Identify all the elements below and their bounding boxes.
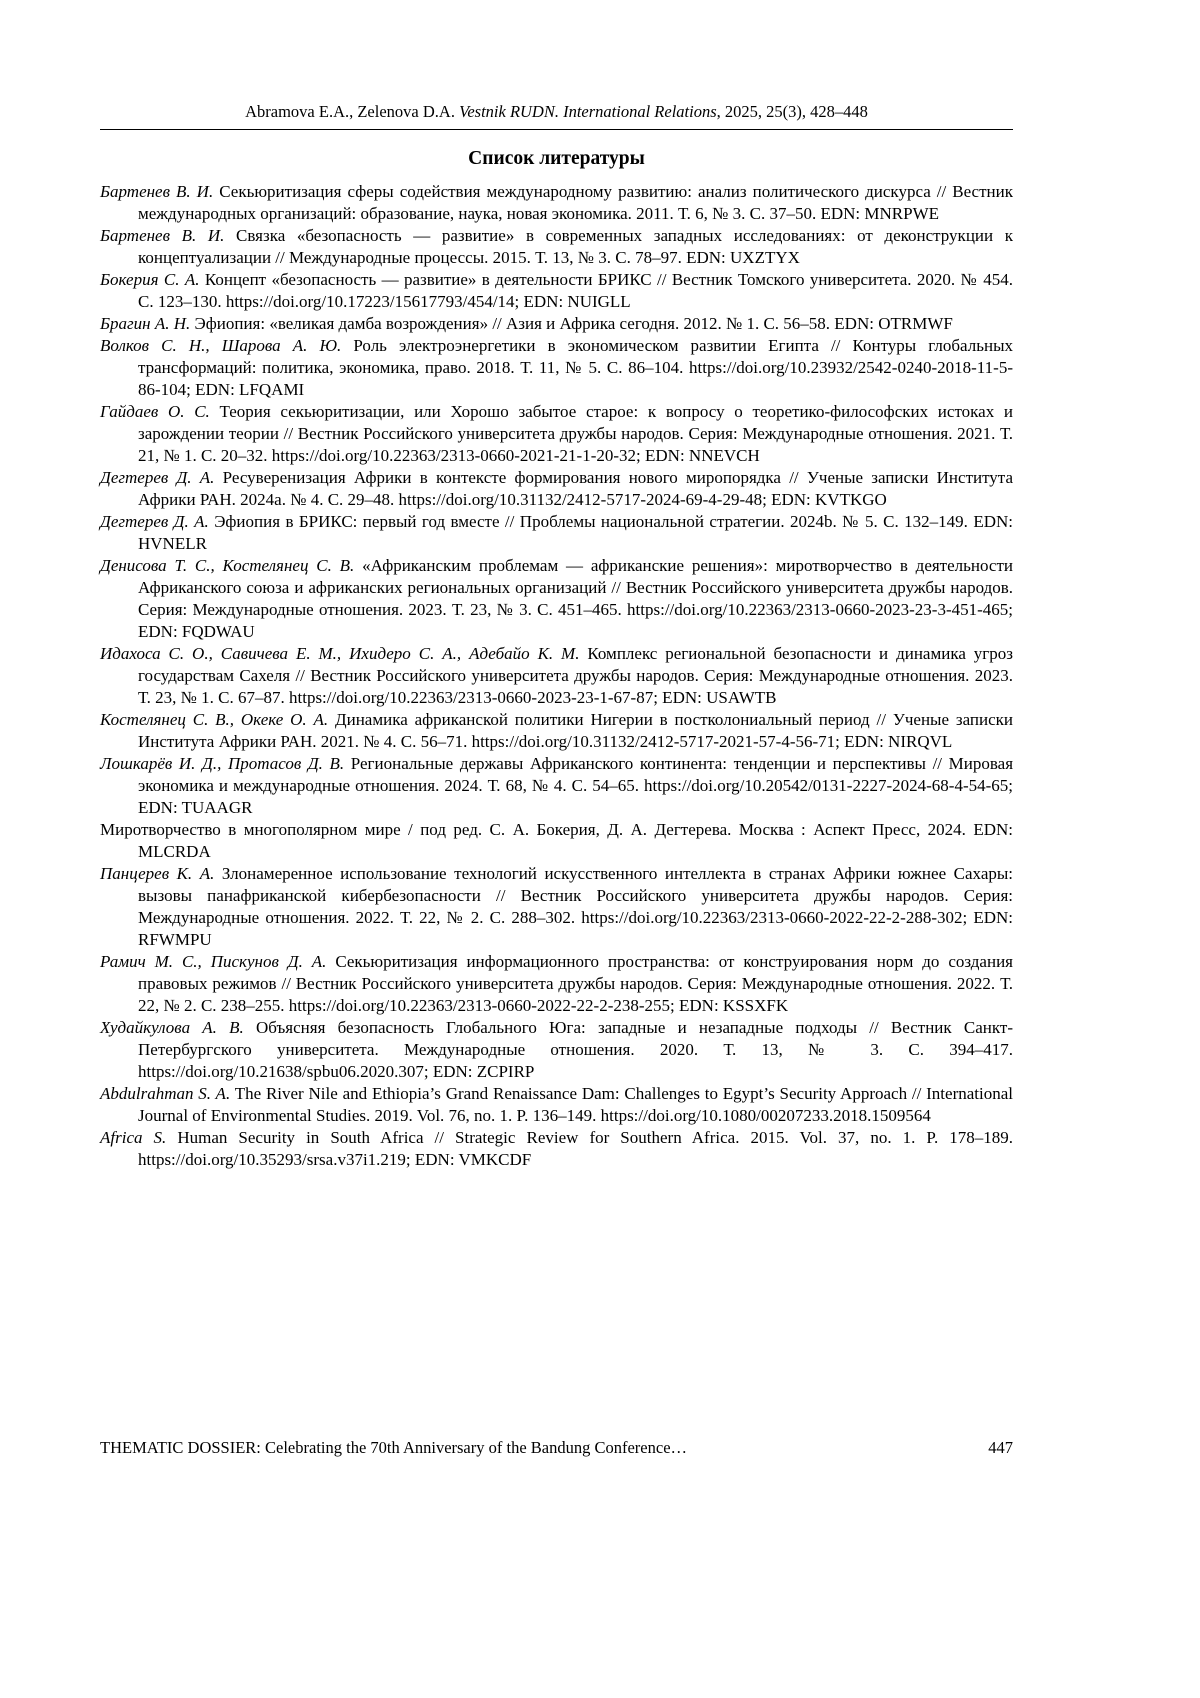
reference-text: The River Nile and Ethiopia’s Grand Renaissance Dam: Challenges to Egypt’s Security Approach // International Journal of Environmental Studies. 2019. Vol. 76, no. 1. P. 136–149. https://doi.org/10.1080/00207233.2018.1509564 <box>138 1084 1013 1125</box>
reference-text: Эфиопия: «великая дамба возрождения» // Азия и Африка сегодня. 2012. № 1. С. 56–58. EDN: OTRMWF <box>190 314 953 333</box>
reference-text: Комплекс региональной безопасности и динамика угроз государствам Сахеля // Вестник Российского университета дружбы народов. Серия: Международные отношения. 2023. Т. 23, № 1. С. 67–87. https://doi.org/10.22363/2313-0660-2023-23-1-67-87; EDN: USAWTB <box>138 644 1013 707</box>
reference-authors: Бартенев В. И. <box>100 226 225 245</box>
running-head-issue-info: , 2025, 25(3), 428–448 <box>716 102 868 121</box>
footer-dossier-text: THEMATIC DOSSIER: Celebrating the 70th Anniversary of the Bandung Conference… <box>100 1438 688 1457</box>
running-head-journal-title: Vestnik RUDN. International Relations <box>459 102 717 121</box>
reference-text: Динамика африканской политики Нигерии в постколониальный период // Ученые записки Института Африки РАН. 2021. № 4. С. 56–71. https://doi.org/10.31132/2412-5717-2021-57-4-56-71; EDN: NIRQVL <box>138 710 1013 751</box>
reference-item <box>100 225 1013 269</box>
reference-text: Human Security in South Africa // Strategic Review for Southern Africa. 2015. Vol. 37, no. 1. P. 178–189. https://doi.org/10.35293/srsa.v37i1.219; EDN: VMKCDF <box>138 1128 1013 1169</box>
reference-item <box>100 1017 1013 1083</box>
reference-authors: Гайдаев О. С. <box>100 402 210 421</box>
page-footer <box>100 1437 1013 1458</box>
reference-authors: Abdulrahman S. A. <box>100 1084 231 1103</box>
reference-item <box>100 511 1013 555</box>
reference-item <box>100 819 1013 863</box>
reference-text: Злонамеренное использование технологий искусственного интеллекта в странах Африки южнее Сахары: вызовы панафриканской кибербезопасности // Вестник Российского университета дружбы народов. Серия: Международные отношения. 2022. Т. 22, № 2. С. 288–302. https://doi.org/10.22363/2313-0660-2022-22-2-288-302; EDN: RFWMPU <box>138 864 1014 949</box>
reference-list <box>100 181 1013 1171</box>
reference-authors: Брагин А. Н. <box>100 314 191 333</box>
reference-item <box>100 1127 1013 1171</box>
reference-text: Теория секьюритизации, или Хорошо забытое старое: к вопросу о теоретико-философских истоках и зарождении теории // Вестник Российского университета дружбы народов. Серия: Международные отношения. 2021. Т. 21, № 1. С. 20–32. https://doi.org/10.22363/2313-0660-2021-21-1-20-32; EDN: NNEVCH <box>138 402 1014 465</box>
reference-text: Ресуверенизация Африки в контексте формирования нового миропорядка // Ученые записки Института Африки РАН. 2024a. № 4. С. 29–48. https://doi.org/10.31132/2412-5717-2024-69-4-29-48; EDN: KVTKGO <box>138 468 1013 509</box>
reference-authors: Панцерев К. А. <box>100 864 215 883</box>
reference-authors: Денисова Т. С., Костелянец С. В. <box>100 556 355 575</box>
reference-item <box>100 181 1013 225</box>
reference-authors: Костелянец С. В., Океке О. А. <box>100 710 329 729</box>
running-head <box>100 102 1013 122</box>
reference-item <box>100 753 1013 819</box>
reference-authors: Бокерия С. А. <box>100 270 200 289</box>
running-head-authors: Abramova E.A., Zelenova D.A. <box>245 102 460 121</box>
header-divider <box>100 129 1013 130</box>
reference-item <box>100 335 1013 401</box>
reference-item <box>100 951 1013 1017</box>
reference-item <box>100 555 1013 643</box>
reference-text: Объясняя безопасность Глобального Юга: западные и незападные подходы // Вестник Санкт-Петербургского университета. Международные отношения. 2020. Т. 13, № 3. С. 394–417. https://doi.org/10.21638/spbu06.2020.307; EDN: ZCPIRP <box>138 1018 1013 1081</box>
reference-authors: Идахоса С. О., Савичева Е. М., Ихидеро С. А., Адебайо К. М. <box>100 644 580 663</box>
reference-text: Региональные державы Африканского континента: тенденции и перспективы // Мировая экономика и международные отношения. 2024. Т. 68, № 4. С. 54–65. https://doi.org/10.20542/0131-2227-2024-68-4-54-65; EDN: TUAAGR <box>138 754 1014 817</box>
reference-text: Роль электроэнергетики в экономическом развитии Египта // Контуры глобальных трансформаций: политика, экономика, право. 2018. Т. 11, № 5. С. 86–104. https://doi.org/10.23932/2542-0240-2018-11-5-86-104; EDN: LFQAMI <box>138 336 1013 399</box>
reference-item <box>100 269 1013 313</box>
reference-text: Концепт «безопасность — развитие» в деятельности БРИКС // Вестник Томского университета. 2020. № 454. С. 123–130. https://doi.org/10.17223/15617793/454/14; EDN: NUIGLL <box>138 270 1013 311</box>
reference-item <box>100 401 1013 467</box>
reference-item <box>100 1083 1013 1127</box>
reference-authors: Дегтерев Д. А. <box>100 468 215 487</box>
reference-text: «Африканским проблемам — африканские решения»: миротворчество в деятельности Африканского союза и африканских региональных организаций // Вестник Российского университета дружбы народов. Серия: Международные отношения. 2023. Т. 23, № 3. С. 451–465. https://doi.org/10.22363/2313-0660-2023-23-3-451-465; EDN: FQDWAU <box>138 556 1013 641</box>
reference-text: Эфиопия в БРИКС: первый год вместе // Проблемы национальной стратегии. 2024b. № 5. С. 132–149. EDN: HVNELR <box>138 512 1013 553</box>
reference-authors: Худайкулова А. В. <box>100 1018 244 1037</box>
page-number: 447 <box>988 1438 1013 1457</box>
reference-authors: Волков С. Н., Шарова А. Ю. <box>100 336 342 355</box>
reference-text: Секьюритизация сферы содействия международному развитию: анализ политического дискурса // Вестник международных организаций: образование, наука, новая экономика. 2011. Т. 6, № 3. С. 37–50. EDN: MNRPWE <box>138 182 1013 223</box>
reference-authors: Лошкарёв И. Д., Протасов Д. В. <box>100 754 345 773</box>
reference-authors: Africa S. <box>100 1128 167 1147</box>
reference-text: Миротворчество в многополярном мире / под ред. С. А. Бокерия, Д. А. Дегтерева. Москва : Аспект Пресс, 2024. EDN: MLCRDA <box>100 820 1013 861</box>
reference-authors: Бартенев В. И. <box>100 182 214 201</box>
section-title: Список литературы <box>468 148 645 169</box>
reference-item <box>100 643 1013 709</box>
reference-item <box>100 863 1013 951</box>
reference-text: Связка «безопасность — развитие» в современных западных исследованиях: от деконструкции к концептуализации // Международные процессы. 2015. Т. 13, № 3. С. 78–97. EDN: UXZTYX <box>138 226 1013 267</box>
reference-item <box>100 313 1013 335</box>
reference-item <box>100 709 1013 753</box>
reference-authors: Дегтерев Д. А. <box>100 512 209 531</box>
reference-item <box>100 467 1013 511</box>
reference-authors: Рамич М. С., Пискунов Д. А. <box>100 952 327 971</box>
reference-text: Секьюритизация информационного пространства: от конструирования норм до создания правовых режимов // Вестник Российского университета дружбы народов. Серия: Международные отношения. 2022. Т. 22, № 2. С. 238–255. https://doi.org/10.22363/2313-0660-2022-22-2-238-255; EDN: KSSXFK <box>138 952 1013 1015</box>
